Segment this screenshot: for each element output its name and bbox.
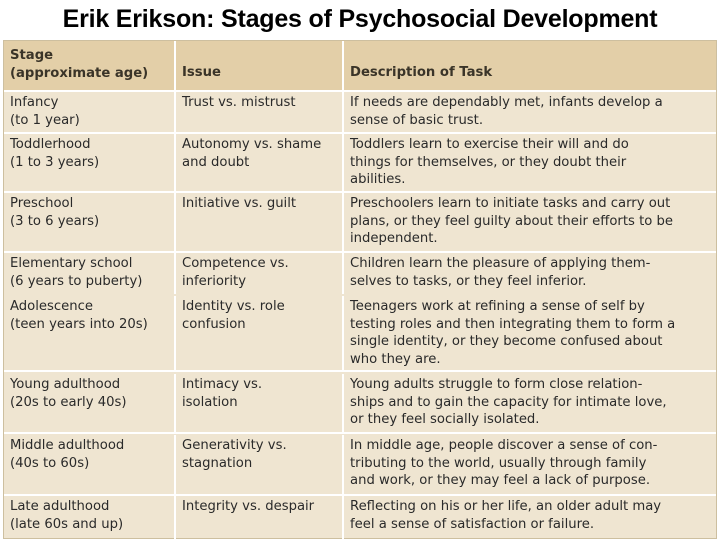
description-cell: Teenagers work at refining a sense of self by testing roles and then integrating them to form a single identity, or they become confused about who they are. xyxy=(350,299,676,367)
table-row xyxy=(4,374,716,434)
table-row xyxy=(4,435,716,496)
header-description: Description of Task xyxy=(350,65,493,80)
table-row xyxy=(4,496,716,540)
issue-cell: Identity vs. role confusion xyxy=(176,296,344,370)
page-title: Erik Erikson: Stages of Psychosocial Development xyxy=(62,5,658,33)
description-cell: Reflecting on his or her life, an older adult may feel a sense of satisfaction or failure. xyxy=(350,499,662,532)
stage-cell: Adolescence (teen years into 20s) xyxy=(4,296,176,370)
stages-table xyxy=(3,40,717,539)
table-row xyxy=(4,134,716,193)
stage-cell: Toddlerhood (1 to 3 years) xyxy=(4,134,176,191)
stage-cell: Infancy (to 1 year) xyxy=(4,92,176,132)
stage-cell: Elementary school (6 years to puberty) xyxy=(4,253,176,294)
issue-cell: Integrity vs. despair xyxy=(176,496,344,540)
stage-cell: Middle adulthood (40s to 60s) xyxy=(4,435,176,494)
stage-cell: Young adulthood (20s to early 40s) xyxy=(4,374,176,432)
description-cell: Children learn the pleasure of applying them- selves to tasks, or they feel inferior. xyxy=(350,256,651,289)
issue-cell: Intimacy vs. isolation xyxy=(176,374,344,432)
issue-cell: Trust vs. mistrust xyxy=(176,92,344,132)
issue-cell: Competence vs. inferiority xyxy=(176,253,344,294)
stage-cell: Preschool (3 to 6 years) xyxy=(4,193,176,251)
header-issue: Issue xyxy=(176,41,344,90)
header-stage: Stage (approximate age) xyxy=(4,41,176,90)
description-cell: Toddlers learn to exercise their will and do things for themselves, or they doubt their abilities. xyxy=(350,137,629,187)
table-header xyxy=(4,41,716,92)
description-cell: Young adults struggle to form close relation- ships and to gain the capacity for intimate love, or they feel socially isolated. xyxy=(350,377,667,427)
table-row xyxy=(4,193,716,253)
issue-cell: Generativity vs. stagnation xyxy=(176,435,344,494)
issue-cell: Autonomy vs. shame and doubt xyxy=(176,134,344,191)
table-row xyxy=(4,253,716,294)
description-cell: Preschoolers learn to initiate tasks and carry out plans, or they feel guilty about their efforts to be independent. xyxy=(350,196,673,246)
description-cell: In middle age, people discover a sense of con- tributing to the world, usually through family and work, or they may feel a lack of purpose. xyxy=(350,438,658,488)
table-row xyxy=(4,92,716,134)
table-row xyxy=(4,296,716,372)
stage-cell: Late adulthood (late 60s and up) xyxy=(4,496,176,540)
description-cell: If needs are dependably met, infants develop a sense of basic trust. xyxy=(350,95,663,128)
issue-cell: Initiative vs. guilt xyxy=(176,193,344,251)
